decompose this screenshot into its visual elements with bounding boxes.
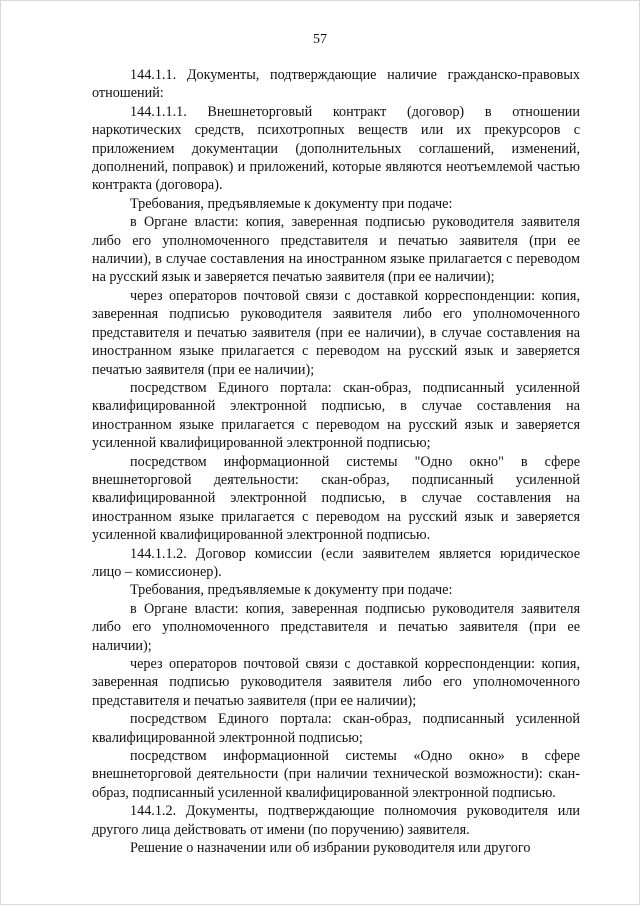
document-body [92, 66, 580, 857]
paragraph-portal-submission: посредством Единого портала: скан-образ, подписанный усиленной квалифицированной электронной подписью, в случае составления на иностранном языке прилагается с переводом на русский язык и заверяется усиленной квалифицированной электронной подписью; [92, 379, 580, 452]
paragraph-decision-appointment: Решение о назначении или об избрании руководителя или другого [130, 840, 531, 857]
paragraph-one-window-submission-2: посредством информационной системы «Одно окно» в сфере внешнеторговой деятельности (при наличии технической возможности): скан-образ, подписанный усиленной квалифицированной электронной подписью. [92, 748, 580, 801]
paragraph-postal-submission: через операторов почтовой связи с доставкой корреспонденции: копия, заверенная подписью руководителя заявителя либо его уполномоченного представителя и печатью заявителя (при ее наличии), в случае составления на иностранном языке прилагается с переводом на русский язык и заверяется печатью заявителя (при ее наличии); [92, 287, 580, 378]
paragraph-144-1-1-2-commission: 144.1.1.2. Договор комиссии (если заявителем является юридическое лицо – комиссионер). [92, 545, 580, 580]
paragraph-144-1-1-1-contract: 144.1.1.1. Внешнеторговый контракт (договор) в отношении наркотических средств, психотропных веществ или их прекурсоров с приложением документации (дополнительных соглашений, изменений, дополнений, поправок) и приложений, которые являются неотъемлемой частью контракта (договора). [92, 103, 580, 194]
paragraph-144-1-1-heading: 144.1.1. Документы, подтверждающие наличие гражданско-правовых отношений: [92, 67, 580, 102]
paragraph-authority-submission: в Органе власти: копия, заверенная подписью руководителя заявителя либо его уполномоченного представителя и печатью заявителя (при ее наличии), в случае составления на иностранном языке прилагается с переводом на русский язык и заверяется печатью заявителя (при ее наличии); [92, 214, 580, 286]
paragraph-portal-submission-2: посредством Единого портала: скан-образ, подписанный усиленной квалифицированной электронной подписью; [92, 711, 580, 746]
paragraph-144-1-2-authority: 144.1.2. Документы, подтверждающие полномочия руководителя или другого лица действовать от имени (по поручению) заявителя. [92, 803, 580, 838]
paragraph-submission-requirements: Требования, предъявляемые к документу при подаче: [130, 195, 453, 212]
paragraph-postal-submission-2: через операторов почтовой связи с доставкой корреспонденции: копия, заверенная подписью руководителя заявителя либо его уполномоченного представителя и печатью заявителя (при ее наличии); [92, 656, 580, 709]
paragraph-submission-requirements-2: Требования, предъявляемые к документу при подаче: [130, 582, 453, 599]
page-number: 57 [313, 32, 327, 47]
paragraph-one-window-submission: посредством информационной системы "Одно окно" в сфере внешнеторговой деятельности: скан-образ, подписанный усиленной квалифицированной электронной подписью, в случае составления на иностранном языке прилагается с переводом на русский язык и заверяется усиленной квалифицированной электронной подписью. [92, 453, 580, 544]
paragraph-authority-submission-2: в Органе власти: копия, заверенная подписью руководителя заявителя либо его уполномоченного представителя и печатью заявителя (при ее наличии); [92, 600, 580, 654]
